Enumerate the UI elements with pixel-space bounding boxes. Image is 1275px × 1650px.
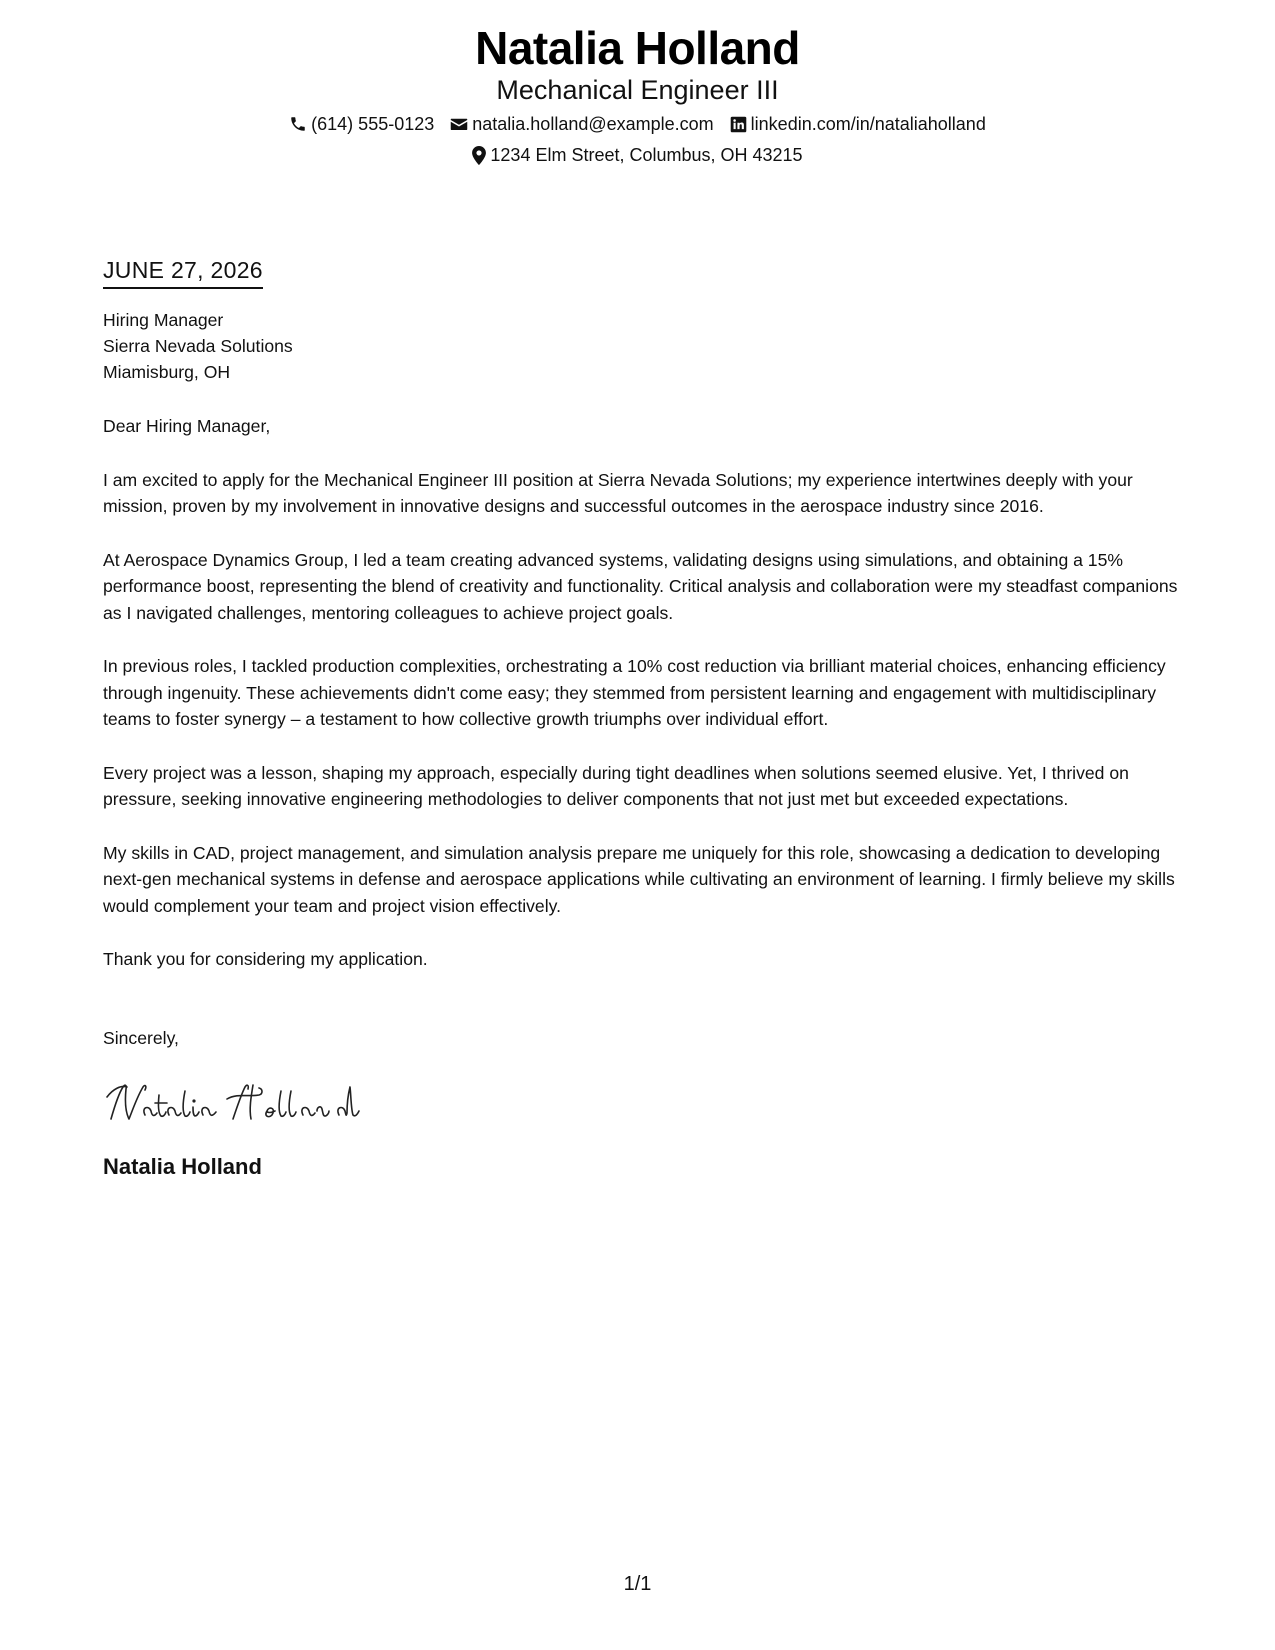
linkedin-icon (730, 116, 747, 133)
contact-linkedin[interactable] (730, 113, 986, 135)
body-paragraph: Thank you for considering my application. (103, 949, 428, 969)
recipient-block (103, 307, 1178, 385)
page-indicator: 1/1 (623, 1573, 652, 1595)
contact-phone (289, 113, 434, 135)
closing: Sincerely, (103, 1027, 179, 1048)
body-paragraph: At Aerospace Dynamics Group, I led a team creating advanced systems, validating designs using simulations, and obtaining a 15% performance boost, representing the blend of creativity and functionality. Critical analysis and collaboration were my steadfast companions as I navigated challenges, mentoring colleagues to achieve project goals. (103, 549, 1178, 623)
email-address[interactable]: natalia.holland@example.com (472, 114, 714, 134)
handwritten-signature (103, 1075, 1178, 1131)
letter-date: JUNE 27, 2026 (103, 255, 263, 289)
applicant-title: Mechanical Engineer III (496, 75, 779, 105)
contact-row (0, 113, 1275, 135)
street-address: 1234 Elm Street, Columbus, OH 43215 (490, 145, 803, 165)
address-row (0, 144, 1275, 166)
recipient-line: Sierra Nevada Solutions (103, 336, 293, 356)
letter-body (103, 255, 1178, 1181)
body-paragraph: My skills in CAD, project management, and simulation analysis prepare me uniquely for this role, showcasing a dedication to developing next-gen mechanical systems in defense and aerospace applications while cultivating an environment of learning. I firmly believe my skills would complement your team and project vision effectively. (103, 842, 1175, 916)
linkedin-url[interactable]: linkedin.com/in/nataliaholland (750, 114, 986, 134)
applicant-name: Natalia Holland (475, 22, 800, 74)
signer-name: Natalia Holland (103, 1154, 262, 1179)
recipient-line: Miamisburg, OH (103, 362, 231, 382)
envelope-icon (450, 116, 468, 132)
body-paragraph: In previous roles, I tackled production complexities, orchestrating a 10% cost reduction via brilliant material choices, enhancing efficiency through ingenuity. These achievements didn't come easy; they stemmed from persistent learning and engagement with multidisciplinary teams to foster synergy – a testament to how collective growth triumphs over individual effort. (103, 656, 1166, 729)
body-paragraph: I am excited to apply for the Mechanical Engineer III position at Sierra Nevada Solutions; my experience intertwines deeply with your mission, proven by my involvement in innovative designs and successful outcomes in the aerospace industry since 2016. (103, 469, 1133, 516)
phone-number: (614) 555-0123 (311, 114, 435, 134)
letter-header (0, 22, 1275, 166)
map-marker-icon (472, 146, 486, 165)
contact-address (472, 144, 802, 166)
phone-icon (289, 115, 307, 133)
recipient-line: Hiring Manager (103, 310, 224, 330)
greeting: Dear Hiring Manager, (103, 416, 271, 436)
body-paragraph: Every project was a lesson, shaping my approach, especially during tight deadlines when solutions seemed elusive. Yet, I thrived on pressure, seeking innovative engineering methodologies to deliver components that not just met but exceeded expectations. (103, 762, 1129, 809)
contact-email[interactable] (450, 113, 713, 135)
